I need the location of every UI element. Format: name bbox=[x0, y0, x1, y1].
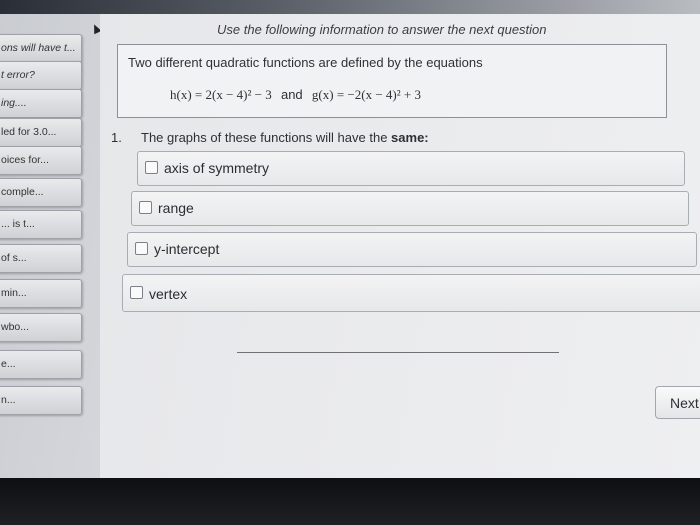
top-bar bbox=[0, 0, 700, 14]
info-text: Two different quadratic functions are defined by the equations bbox=[128, 55, 483, 70]
question-text bbox=[141, 130, 429, 145]
bottom-bezel bbox=[0, 478, 700, 525]
answer-line bbox=[237, 352, 559, 353]
g-equation: g(x) = −2(x − 4)² + 3 bbox=[311, 87, 421, 102]
choice-label: vertex bbox=[149, 286, 188, 302]
radio-button[interactable] bbox=[139, 201, 152, 214]
sidebar-item[interactable]: ons will have t... bbox=[0, 34, 82, 63]
choice-option[interactable] bbox=[131, 191, 689, 226]
sidebar-item[interactable]: t error? bbox=[0, 61, 82, 90]
question-prefix: The graphs of these functions will have the bbox=[141, 130, 392, 145]
choice-label: axis of symmetry bbox=[164, 160, 270, 176]
question-emphasis: same: bbox=[391, 130, 429, 145]
radio-button[interactable] bbox=[145, 161, 158, 174]
radio-button[interactable] bbox=[130, 286, 143, 299]
choice-option[interactable] bbox=[122, 274, 700, 312]
sidebar-item[interactable]: led for 3.0... bbox=[0, 118, 82, 147]
choice-label: range bbox=[158, 200, 194, 216]
question-number: 1. bbox=[111, 130, 122, 145]
sidebar-item[interactable]: min... bbox=[0, 279, 82, 308]
sidebar-item[interactable]: comple... bbox=[0, 178, 82, 207]
sidebar-item[interactable]: of s... bbox=[0, 244, 82, 273]
info-box bbox=[117, 44, 667, 118]
sidebar-item[interactable]: n... bbox=[0, 386, 82, 415]
and-text: and bbox=[280, 87, 303, 102]
equations bbox=[170, 87, 421, 103]
sidebar-item[interactable]: ing.... bbox=[0, 89, 82, 118]
instruction-text: Use the following information to answer the next question bbox=[217, 22, 547, 37]
choice-option[interactable] bbox=[127, 232, 697, 267]
sidebar-item[interactable]: wbo... bbox=[0, 313, 82, 342]
sidebar-item[interactable]: ... is t... bbox=[0, 210, 82, 239]
sidebar-item[interactable]: oices for... bbox=[0, 146, 82, 175]
choice-option[interactable] bbox=[137, 151, 685, 186]
next-button[interactable]: Next bbox=[655, 386, 700, 419]
sidebar-item[interactable]: e... bbox=[0, 350, 82, 379]
h-equation: h(x) = 2(x − 4)² − 3 bbox=[170, 87, 272, 102]
radio-button[interactable] bbox=[135, 242, 148, 255]
choice-label: y-intercept bbox=[154, 241, 220, 257]
